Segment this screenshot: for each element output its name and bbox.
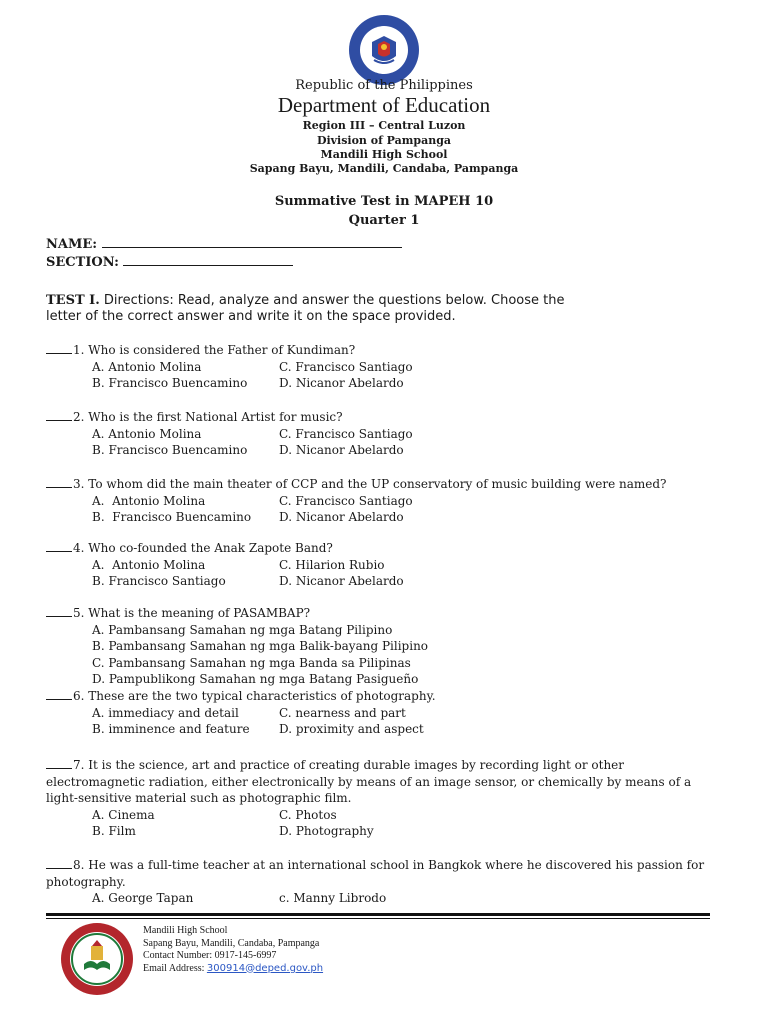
answer-blank[interactable] (46, 689, 72, 700)
test-label: TEST I. (46, 293, 100, 308)
footer-email (143, 963, 323, 976)
deped-seal-icon (348, 14, 420, 86)
question-6 (46, 688, 736, 738)
question-3 (46, 476, 736, 526)
option-b: B. imminence and feature (92, 722, 250, 736)
option-b: B. Francisco Buencamino (92, 376, 248, 390)
directions (46, 293, 726, 325)
question-text: 8. He was a full-time teacher at an international school in Bangkok where he discovered his passion for (73, 858, 705, 872)
school-heading: Mandili High School (320, 148, 448, 161)
contact-number: 0917-145-6997 (214, 950, 277, 961)
option-b: B. Francisco Santiago (92, 574, 226, 588)
division-heading: Division of Pampanga (316, 134, 452, 147)
option-d: D. Photography (279, 824, 374, 838)
question-text-cont: light-sensitive material such as photographic film. (46, 791, 352, 805)
option-a: A. immediacy and detail (92, 705, 239, 720)
email-link[interactable]: 300914@deped.gov.ph (206, 962, 324, 974)
directions-line-2: letter of the correct answer and write it on the space provided. (46, 309, 456, 324)
option-c: C. Hilarion Rubio (279, 557, 385, 572)
question-text-cont: electromagnetic radiation, either electronically by means of an image sensor, or chemically by means of a (46, 774, 692, 789)
option-c: c. Manny Librodo (279, 891, 387, 905)
question-8 (46, 857, 736, 907)
contact-label: Contact Number: (143, 950, 215, 961)
footer-school: Mandili High School (143, 925, 228, 936)
question-7 (46, 757, 736, 840)
option-d: D. Nicanor Abelardo (279, 443, 404, 457)
option-a: A. George Tapan (92, 891, 194, 905)
option-a: A. Pambansang Samahan ng mga Batang Pilipino (92, 622, 393, 637)
question-text: 7. It is the science, art and practice of creating durable images by recording light or other (73, 758, 625, 772)
question-text: 5. What is the meaning of PASAMBAP? (73, 606, 311, 620)
name-label: NAME: (46, 237, 98, 252)
answer-blank[interactable] (46, 606, 72, 617)
option-c: C. Francisco Santiago (279, 426, 413, 441)
section-label: SECTION: (46, 255, 119, 270)
directions-line-1: Directions: Read, analyze and answer the questions below. Choose the (99, 293, 565, 308)
footer-address: Sapang Bayu, Mandili, Candaba, Pampanga (143, 937, 320, 949)
footer-info (143, 925, 323, 975)
question-4 (46, 540, 736, 590)
option-d: D. proximity and aspect (279, 722, 424, 736)
address-heading: Sapang Bayu, Mandili, Candaba, Pampanga (249, 162, 519, 175)
answer-blank[interactable] (46, 410, 72, 421)
option-a: A. Cinema (92, 807, 155, 822)
option-d: D. Nicanor Abelardo (279, 574, 404, 588)
question-5 (46, 605, 736, 688)
republic-heading: Republic of the Philippines (295, 78, 473, 93)
option-b: B. Francisco Buencamino (92, 443, 248, 457)
answer-blank[interactable] (46, 858, 72, 869)
name-blank-line[interactable] (102, 236, 402, 248)
question-text: 3. To whom did the main theater of CCP and the UP conservatory of music building were named? (73, 477, 667, 491)
option-a: A. Antonio Molina (92, 426, 202, 441)
question-text-cont: photography. (46, 874, 126, 889)
question-text: 4. Who co-founded the Anak Zapote Band? (73, 541, 333, 555)
footer-contact (143, 950, 323, 963)
answer-blank[interactable] (46, 343, 72, 354)
option-b: B. Pambansang Samahan ng mga Balik-bayang Pilipino (92, 639, 429, 653)
email-label: Email Address: (143, 962, 207, 974)
question-text: 6. These are the two typical characteristics of photography. (73, 689, 436, 703)
option-d: D. Pampublikong Samahan ng mga Batang Pasigueño (92, 672, 419, 686)
name-field[interactable] (46, 236, 402, 252)
option-d: D. Nicanor Abelardo (279, 510, 404, 524)
footer-divider-thin (46, 918, 710, 919)
option-a: A. Antonio Molina (92, 359, 202, 374)
option-d: D. Nicanor Abelardo (279, 376, 404, 390)
option-c: C. Photos (279, 807, 337, 822)
question-text: 1. Who is considered the Father of Kundiman? (73, 343, 356, 357)
school-logo-icon (60, 922, 134, 996)
test-quarter: Quarter 1 (348, 213, 420, 228)
footer-divider (46, 913, 710, 916)
option-c: C. nearness and part (279, 705, 406, 720)
region-heading: Region III – Central Luzon (302, 119, 466, 132)
option-c: C. Francisco Santiago (279, 493, 413, 508)
question-2 (46, 409, 736, 459)
question-1 (46, 342, 736, 392)
option-a: A. Antonio Molina (92, 557, 206, 572)
option-a: A. Antonio Molina (92, 493, 206, 508)
department-heading: Department of Education (277, 93, 491, 117)
answer-blank[interactable] (46, 758, 72, 769)
section-field[interactable] (46, 254, 293, 270)
option-c: C. Francisco Santiago (279, 359, 413, 374)
question-text: 2. Who is the first National Artist for music? (73, 410, 343, 424)
answer-blank[interactable] (46, 477, 72, 488)
section-blank-line[interactable] (123, 254, 293, 266)
option-b: B. Film (92, 824, 136, 838)
option-c: C. Pambansang Samahan ng mga Banda sa Pilipinas (92, 655, 411, 670)
option-b: B. Francisco Buencamino (92, 510, 252, 524)
test-title: Summative Test in MAPEH 10 (274, 194, 494, 209)
answer-blank[interactable] (46, 541, 72, 552)
